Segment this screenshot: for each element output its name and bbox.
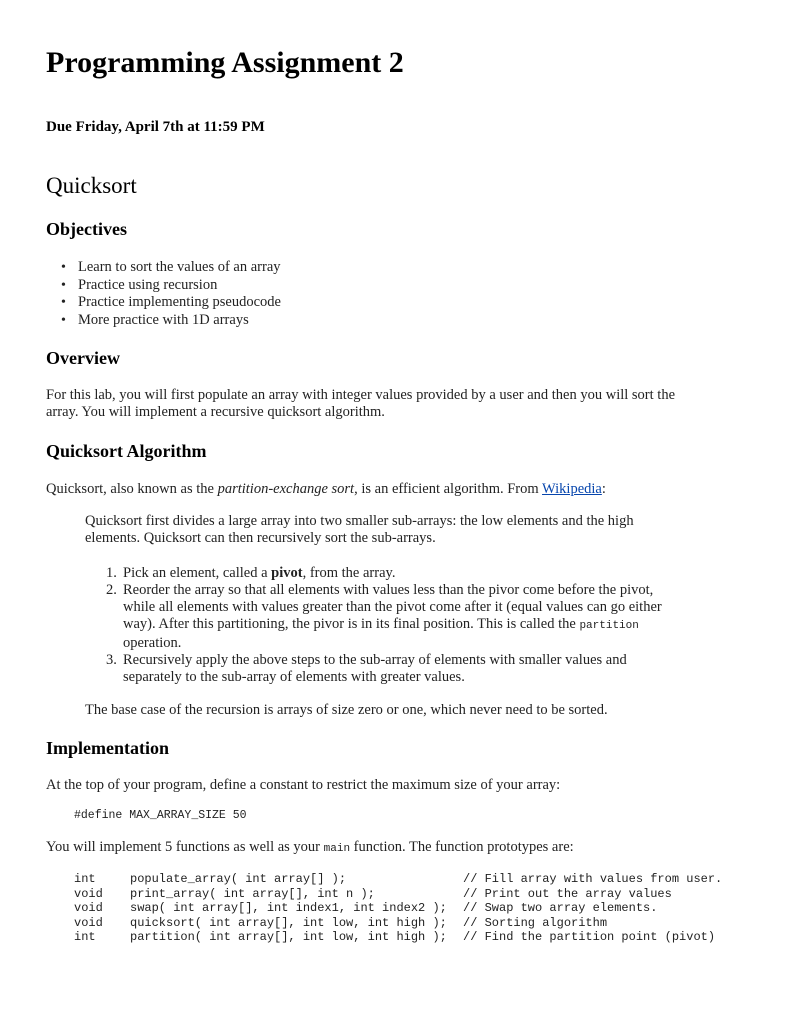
base-case-text: The base case of the recursion is arrays of size zero or one, which never need to be sorted. <box>85 702 608 718</box>
list-item: 1. Pick an element, called a pivot, from the array. <box>106 565 396 581</box>
list-item: 2. Reorder the array so that all elements with values less than the pivor come before the pivot, while all elements with values greater than the pivot come after it (equal values can go either way). After this partitioning, the pivor is in its final position. This is called the partition operation. <box>106 582 662 651</box>
algorithm-steps <box>106 565 662 686</box>
code-row: void swap( int array[], int index1, int index2 ); // Swap two array elements. <box>74 901 658 915</box>
overview-text-line1: For this lab, you will first populate an array with integer values provided by a user and then you will sort the <box>46 387 676 403</box>
define-code: #define MAX_ARRAY_SIZE 50 <box>74 809 247 822</box>
list-item: • Practice implementing pseudocode <box>61 294 281 310</box>
page-title: Programming Assignment 2 <box>46 46 404 79</box>
bullet-icon: • <box>61 277 66 293</box>
pivot-term: pivot <box>271 565 303 581</box>
implementation-heading: Implementation <box>46 738 169 758</box>
list-item: • Learn to sort the values of an array <box>61 259 281 275</box>
overview-text-line2: array. You will implement a recursive quicksort algorithm. <box>46 404 385 420</box>
bullet-icon: • <box>61 312 66 328</box>
code-row: int populate_array( int array[] ); // Fill array with values from user. <box>74 872 723 886</box>
emphasis-term: partition-exchange sort <box>217 481 355 497</box>
functions-intro: You will implement 5 functions as well as your main function. The function prototypes are: <box>46 839 574 855</box>
bullet-icon: • <box>61 295 66 310</box>
inline-code: partition <box>579 620 639 632</box>
due-date: Due Friday, April 7th at 11:59 PM <box>46 119 265 135</box>
code-row: void print_array( int array[], int n ); // Print out the array values <box>74 886 672 901</box>
quote-line1: Quicksort first divides a large array into two smaller sub-arrays: the low elements and the high <box>85 513 634 529</box>
inline-code: main <box>323 843 351 855</box>
objectives-list <box>56 259 281 329</box>
section-title: Quicksort <box>46 173 137 198</box>
code-row: int partition( int array[], int low, int high ); // Find the partition point (pivot) <box>74 930 716 944</box>
list-item: 3. Recursively apply the above steps to the sub-array of elements with smaller values and separately to the sub-array of elements with greater values. <box>106 652 627 685</box>
prototype-code-block <box>74 872 754 945</box>
bullet-icon: • <box>61 260 66 275</box>
objectives-heading: Objectives <box>46 219 127 239</box>
list-item: • Practice using recursion <box>61 276 218 293</box>
algorithm-heading: Quicksort Algorithm <box>46 441 207 461</box>
algorithm-intro: Quicksort, also known as the partition-exchange sort, is an efficient algorithm. From Wikipedia: <box>46 481 606 497</box>
list-item: • More practice with 1D arrays <box>61 311 249 328</box>
code-row: void quicksort( int array[], int low, int high ); // Sorting algorithm <box>74 915 608 930</box>
implementation-intro: At the top of your program, define a constant to restrict the maximum size of your array: <box>46 777 561 793</box>
quote-line2: elements. Quicksort can then recursively sort the sub-arrays. <box>85 530 436 546</box>
overview-heading: Overview <box>46 348 120 368</box>
wikipedia-link[interactable]: Wikipedia <box>542 481 602 497</box>
